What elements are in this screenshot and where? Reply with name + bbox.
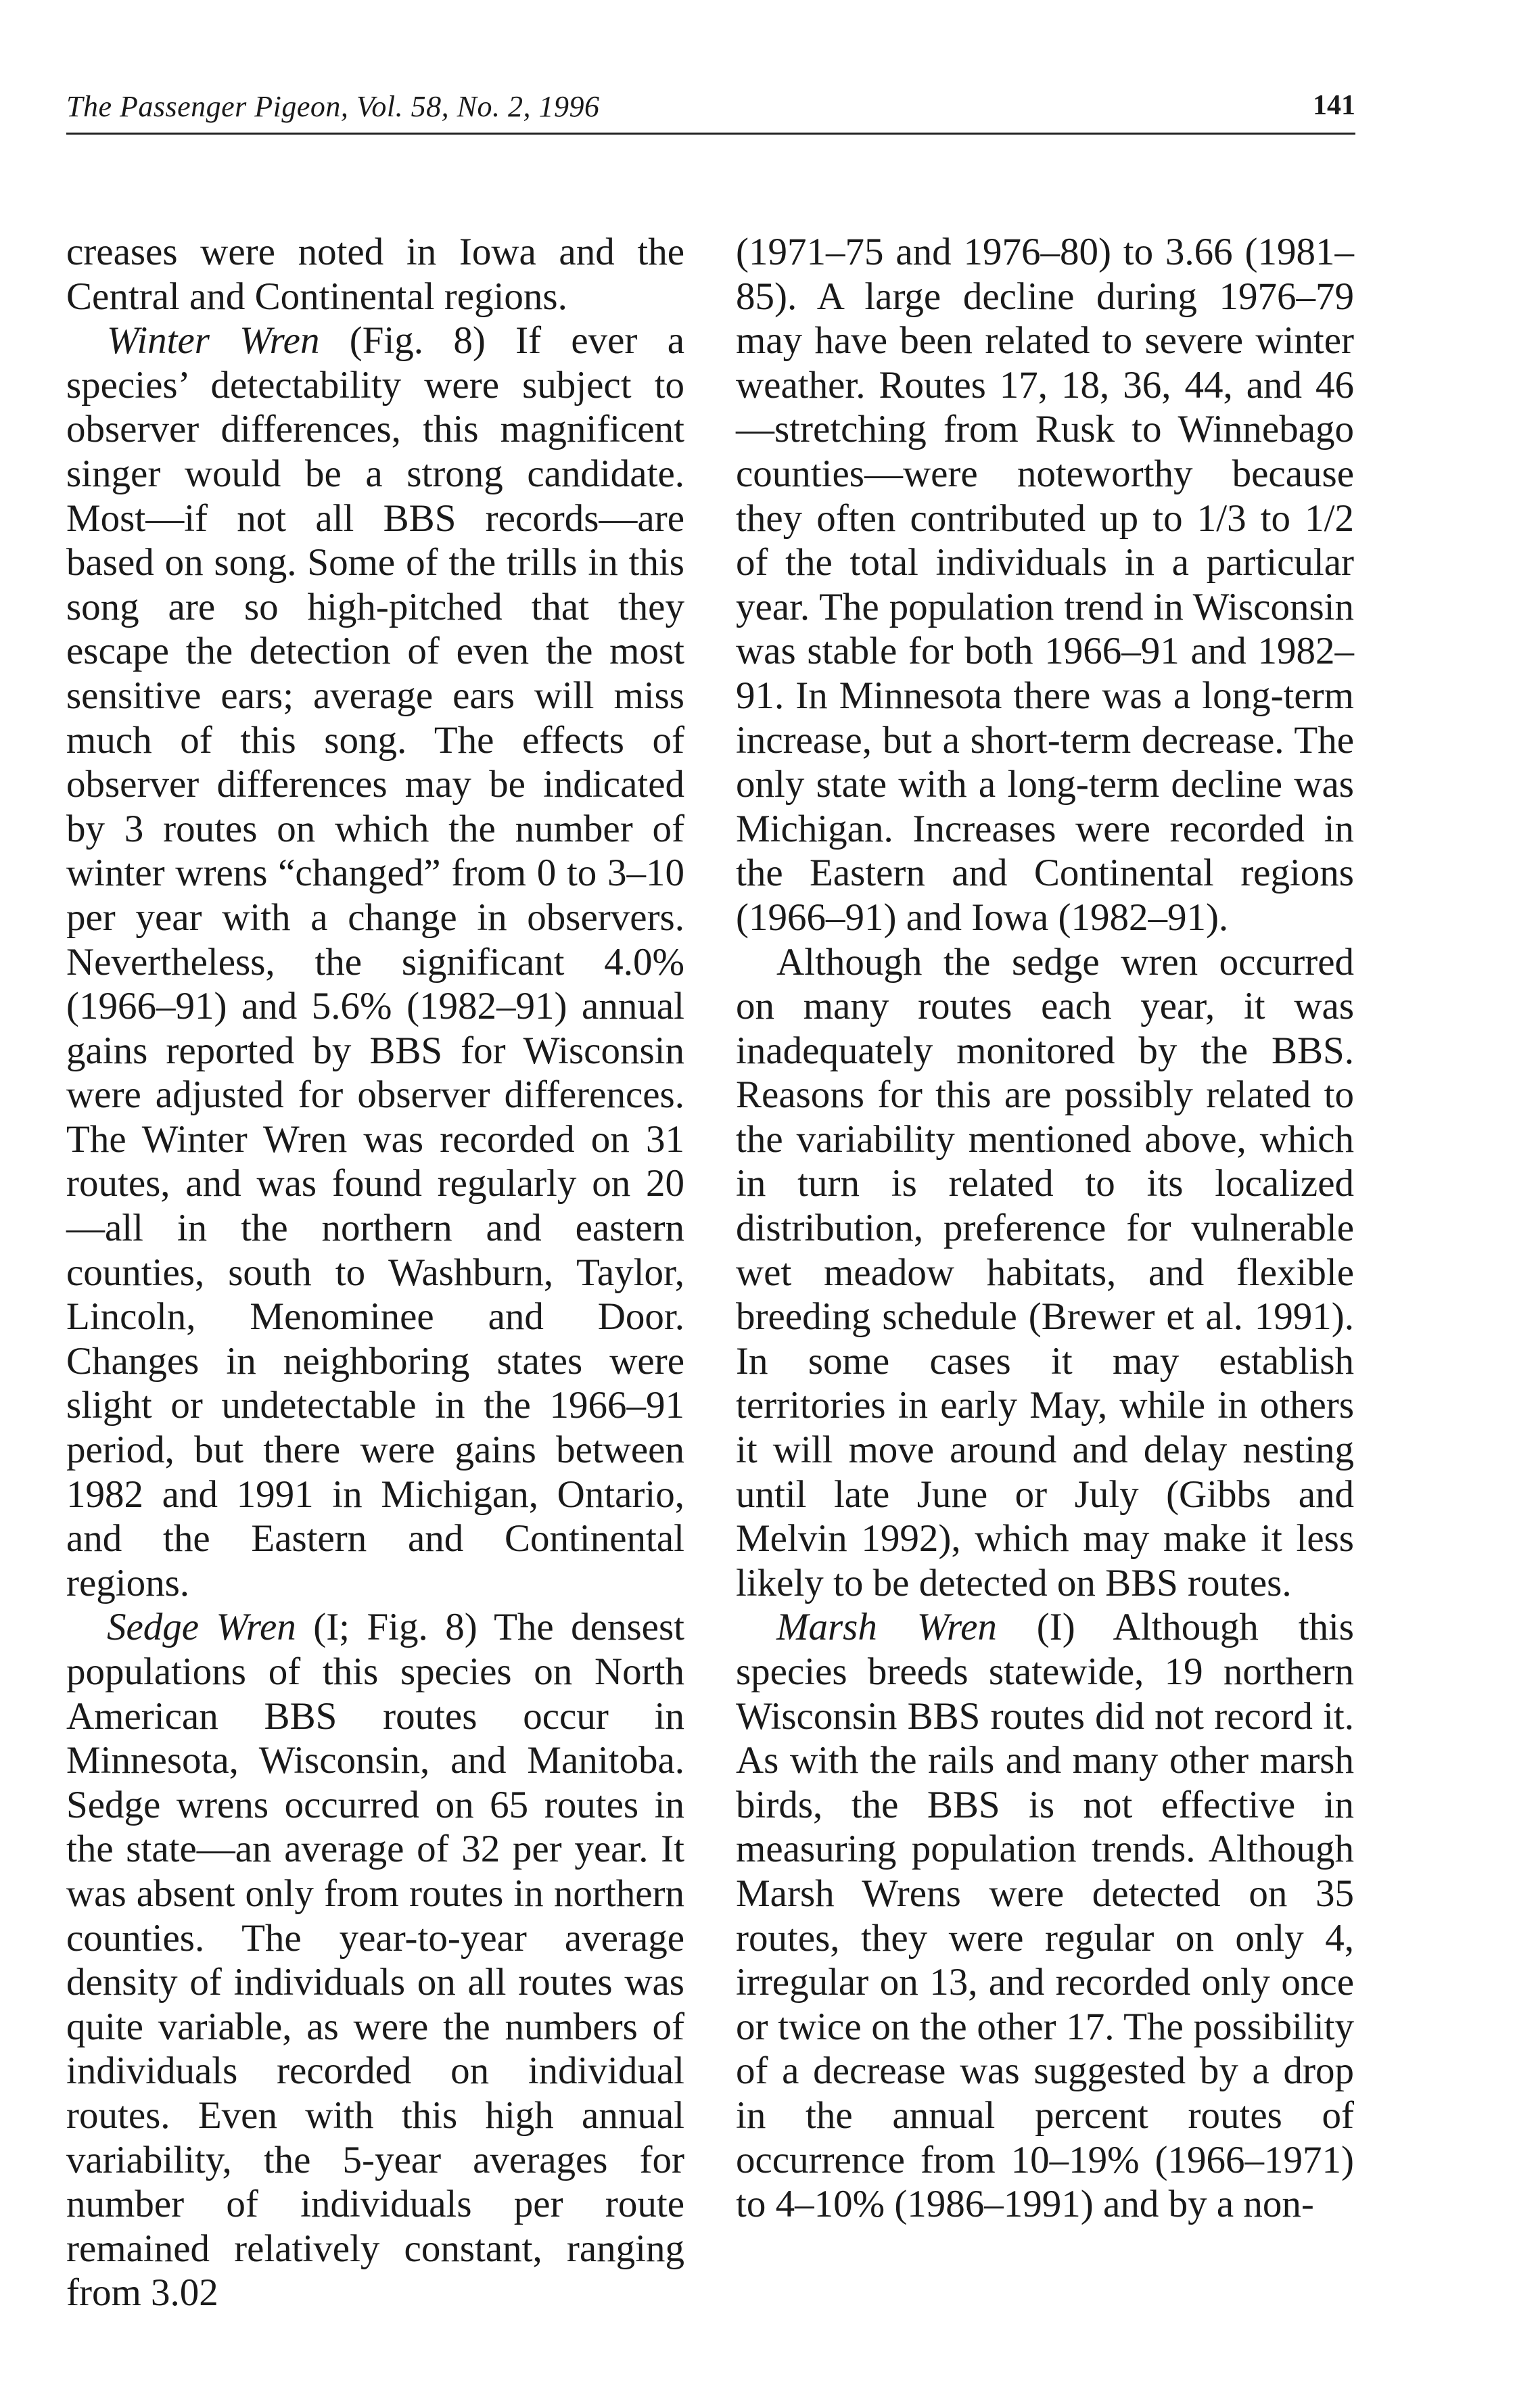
paragraph-marsh-wren-text: (I) Although this species breeds statewide, 19 northern Wisconsin BBS routes did not record it. As with the rails and many other marsh birds, the BBS is not effective in measuring population trends. Although Marsh Wrens were detected on 35 routes, they were regular on only 4, irregular on 13, and recorded only once or twice on the other 17. The possibility of a decrease was suggested by a drop in the annual percent routes of occurrence from 10–19% (1966–1971) to 4–10% (1986–1991) and by a non-: [736, 1606, 1354, 2226]
journal-title: The Passenger Pigeon, Vol. 58, No. 2, 1996: [66, 90, 600, 123]
paragraph-winter-wren: [66, 319, 684, 1605]
left-column: [66, 230, 684, 2327]
running-head: [66, 80, 1355, 135]
page-number: 141: [1313, 90, 1355, 121]
right-column: [736, 230, 1354, 2327]
species-name-winter-wren: Winter Wren: [107, 319, 320, 363]
paragraph-sedge-wren: [66, 1605, 684, 2315]
paragraph-sedge-wren-monitoring: Although the sedge wren occurred on many routes each year, it was inadequately monitored by the BBS. Reasons for this are possibly related to the variability mentioned above, which in turn is related to its localized distribution, preference for vulnerable wet meadow habitats, and flexible breeding schedule (Brewer et al. 1991). In some cases it may establish territories in early May, while in others it will move around and delay nesting until late June or July (Gibbs and Melvin 1992), which may make it less likely to be detected on BBS routes.: [736, 940, 1354, 1604]
paragraph-winter-wren-text: (Fig. 8) If ever a species’ detectability were subject to observer differences, this magnificent singer would be a strong candidate. Most—if not all BBS records—are based on song. Some of the trills in this song are so high-pitched that they escape the detection of even the most sensitive ears; average ears will miss much of this song. The effects of observer differences may be indicated by 3 routes on which the number of winter wrens “changed” from 0 to 3–10 per year with a change in observers. Nevertheless, the significant 4.0% (1966–91) and 5.6% (1982–91) annual gains reported by BBS for Wisconsin were adjusted for observer differences. The Winter Wren was recorded on 31 routes, and was found regularly on 20—all in the northern and eastern counties, south to Washburn, Taylor, Lincoln, Menominee and Door. Changes in neighboring states were slight or undetectable in the 1966–91 period, but there were gains between 1982 and 1991 in Michigan, Ontario, and the Eastern and Continental regions.: [66, 319, 684, 1604]
species-name-marsh-wren: Marsh Wren: [776, 1606, 997, 1649]
paragraph-sedge-wren-continued: (1971–75 and 1976–80) to 3.66 (1981–85). A large decline during 1976–79 may have been related to severe winter weather. Routes 17, 18, 36, 44, and 46—stretching from Rusk to Winnebago counties—were noteworthy because they often contributed up to 1/3 to 1/2 of the total individuals in a particular year. The population trend in Wisconsin was stable for both 1966–91 and 1982–91. In Minnesota there was a long-term increase, but a short-term decrease. The only state with a long-term decline was Michigan. Increases were recorded in the Eastern and Continental regions (1966–91) and Iowa (1982–91).: [736, 231, 1354, 939]
paragraph-marsh-wren: [736, 1605, 1354, 2226]
paragraph-continuation: creases were noted in Iowa and the Central and Continental regions.: [66, 231, 684, 318]
paragraph-sedge-wren-text: (I; Fig. 8) The densest populations of this species on North American BBS routes occur in Minnesota, Wisconsin, and Manitoba. Sedge wrens occurred on 65 routes in the state—an average of 32 per year. It was absent only from routes in northern counties. The year-to-year average density of individuals on all routes was quite variable, as were the numbers of individuals recorded on individual routes. Even with this high annual variability, the 5-year averages for number of individuals per route remained relatively constant, ranging from 3.02: [66, 1606, 684, 2315]
species-name-sedge-wren: Sedge Wren: [107, 1606, 296, 1649]
